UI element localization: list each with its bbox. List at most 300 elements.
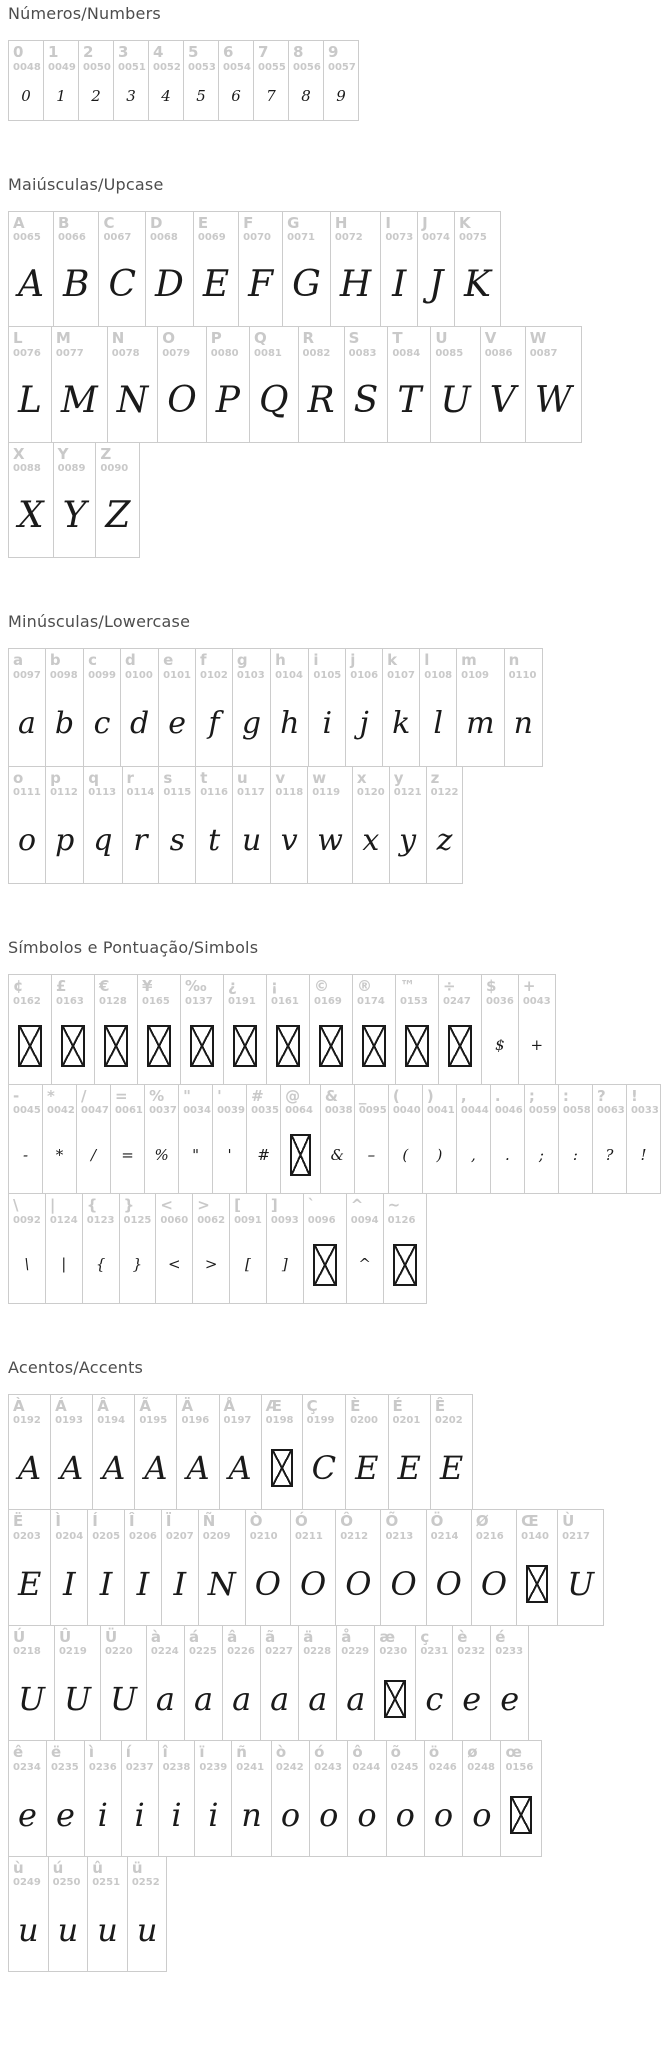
cell-header bbox=[194, 212, 238, 245]
glyph-area bbox=[179, 1117, 212, 1193]
glyph-area bbox=[145, 1117, 178, 1193]
glyph-area bbox=[420, 682, 456, 766]
glyph: A bbox=[186, 1449, 210, 1487]
glyph-cell bbox=[155, 1193, 193, 1304]
cell-unicode-code: 0174 bbox=[357, 995, 385, 1007]
notdef-glyph-box bbox=[510, 1796, 532, 1834]
cell-char-label: ¢ bbox=[13, 977, 24, 995]
glyph: I bbox=[136, 1564, 150, 1603]
glyph-cell bbox=[206, 326, 250, 443]
cell-unicode-code: 0082 bbox=[302, 347, 331, 359]
cell-unicode-code: 0140 bbox=[521, 1530, 549, 1542]
glyph-area bbox=[375, 1658, 415, 1740]
cell-unicode-code: 0220 bbox=[104, 1646, 133, 1657]
glyph: # bbox=[257, 1145, 270, 1164]
glyph-cell bbox=[231, 1740, 272, 1857]
glyph: ) bbox=[436, 1145, 443, 1164]
glyph: j bbox=[359, 705, 369, 741]
glyph-cell bbox=[417, 211, 455, 328]
glyph: L bbox=[18, 379, 42, 421]
cell-header bbox=[425, 1741, 462, 1774]
glyph-area bbox=[184, 74, 218, 120]
cell-unicode-code: 0093 bbox=[270, 1214, 299, 1226]
glyph-area bbox=[158, 360, 206, 442]
glyph-cell bbox=[430, 326, 480, 443]
cell-unicode-code: 0110 bbox=[508, 669, 537, 681]
glyph-cell bbox=[84, 1740, 122, 1857]
glyph: U bbox=[440, 379, 471, 421]
glyph-area bbox=[213, 1117, 246, 1193]
glyph-cell bbox=[260, 1625, 299, 1742]
cell-unicode-code: 0099 bbox=[88, 669, 116, 681]
glyph: E bbox=[439, 1449, 464, 1487]
cell-char-label: E bbox=[197, 213, 209, 232]
cell-char-label: Ú bbox=[13, 1627, 26, 1646]
glyph: U bbox=[63, 1680, 91, 1718]
cell-header bbox=[85, 1741, 121, 1774]
cell-unicode-code: 0242 bbox=[275, 1761, 304, 1773]
cell-char-label: $ bbox=[486, 977, 497, 995]
glyph-cell bbox=[8, 974, 52, 1085]
glyph-cell bbox=[222, 1625, 261, 1742]
cell-char-label: 2 bbox=[83, 43, 94, 61]
cell-unicode-code: 0057 bbox=[328, 61, 356, 73]
cell-unicode-code: 0244 bbox=[352, 1761, 381, 1773]
glyph-cell bbox=[380, 1509, 426, 1626]
cell-header bbox=[230, 1194, 266, 1227]
cell-unicode-code: 0229 bbox=[341, 1646, 370, 1657]
cell-unicode-code: 0217 bbox=[562, 1530, 590, 1542]
cell-header bbox=[79, 41, 113, 74]
glyph: c bbox=[93, 705, 111, 741]
glyph-cell bbox=[471, 1509, 517, 1626]
cell-unicode-code: 0118 bbox=[275, 787, 304, 798]
glyph-area bbox=[93, 1427, 134, 1509]
glyph-cell bbox=[249, 326, 299, 443]
glyph: e bbox=[55, 1795, 75, 1834]
cell-header bbox=[381, 1510, 425, 1543]
glyph: C bbox=[108, 264, 137, 305]
glyph-cell bbox=[8, 442, 54, 559]
glyph-area bbox=[291, 1543, 335, 1625]
cell-char-label: r bbox=[126, 768, 134, 787]
cell-char-label: œ bbox=[505, 1743, 522, 1761]
glyph: 8 bbox=[301, 87, 311, 105]
glyph-cell bbox=[43, 40, 79, 121]
glyph-cell bbox=[87, 1856, 128, 1973]
glyph-area bbox=[233, 682, 270, 766]
cell-header bbox=[162, 1510, 198, 1543]
cell-char-label: Á bbox=[55, 1396, 67, 1415]
cell-char-label: q bbox=[88, 768, 100, 787]
cell-header bbox=[177, 1395, 218, 1428]
cell-unicode-code: 0098 bbox=[49, 669, 78, 681]
glyph: e bbox=[500, 1680, 520, 1718]
cell-unicode-code: 0205 bbox=[92, 1530, 121, 1542]
cell-char-label: ( bbox=[392, 1086, 400, 1105]
cell-header bbox=[111, 1085, 144, 1118]
glyph-cell bbox=[438, 974, 482, 1085]
cell-header bbox=[52, 975, 94, 1008]
glyph-area bbox=[416, 1658, 452, 1740]
cell-header bbox=[303, 1395, 345, 1428]
glyph-cell bbox=[280, 1084, 321, 1195]
glyph-cell bbox=[51, 974, 95, 1085]
cell-char-label: 5 bbox=[188, 43, 199, 61]
glyph-cell bbox=[389, 766, 427, 885]
cell-char-label: a bbox=[13, 651, 24, 669]
glyph: O bbox=[480, 1564, 508, 1603]
cell-char-label: O bbox=[162, 329, 176, 347]
glyph-area bbox=[207, 360, 249, 442]
glyph-area bbox=[347, 1227, 383, 1303]
notdef-glyph-box bbox=[18, 1025, 42, 1067]
glyph: $ bbox=[495, 1036, 505, 1054]
glyph-area bbox=[519, 1008, 555, 1084]
cell-char-label: ã bbox=[265, 1627, 276, 1646]
glyph-area bbox=[128, 1889, 167, 1971]
cell-unicode-code: 0230 bbox=[379, 1646, 408, 1657]
cell-char-label: 0 bbox=[13, 43, 24, 61]
cell-char-label: ) bbox=[426, 1086, 434, 1105]
glyph: u bbox=[97, 1911, 118, 1949]
glyph: A bbox=[18, 1449, 42, 1487]
cell-header bbox=[84, 767, 121, 800]
glyph-cell bbox=[144, 1084, 179, 1195]
glyph-cell bbox=[456, 648, 504, 767]
glyph: o bbox=[319, 1795, 339, 1834]
glyph-cell bbox=[54, 1625, 101, 1742]
cell-header bbox=[156, 1194, 192, 1227]
glyph: J bbox=[428, 264, 444, 305]
cell-header bbox=[310, 1741, 347, 1774]
glyph-cell bbox=[223, 974, 267, 1085]
cell-header bbox=[388, 327, 430, 360]
glyph: a bbox=[308, 1680, 328, 1718]
glyph: ( bbox=[402, 1145, 409, 1164]
glyph-area bbox=[267, 1008, 309, 1084]
glyph-cell bbox=[518, 974, 556, 1085]
cell-unicode-code: 0226 bbox=[227, 1646, 255, 1657]
glyph-cell bbox=[122, 766, 160, 885]
glyph: n bbox=[513, 705, 533, 741]
cell-header bbox=[250, 327, 298, 360]
cell-header bbox=[223, 1626, 260, 1659]
glyph-cell bbox=[290, 1509, 336, 1626]
cell-char-label: % bbox=[149, 1086, 165, 1105]
cell-header bbox=[347, 1194, 383, 1227]
cell-unicode-code: 0200 bbox=[350, 1415, 378, 1426]
cell-unicode-code: 0249 bbox=[13, 1877, 41, 1888]
cell-char-label: 9 bbox=[328, 43, 339, 61]
glyph-area bbox=[96, 475, 139, 557]
cell-char-label: Ç bbox=[306, 1396, 318, 1415]
cell-char-label: Å bbox=[223, 1396, 236, 1415]
glyph-cell bbox=[193, 211, 239, 328]
cell-char-label: , bbox=[460, 1086, 467, 1105]
notdef-glyph-box bbox=[448, 1025, 472, 1067]
cell-header bbox=[88, 1857, 127, 1890]
cell-unicode-code: 0112 bbox=[50, 787, 78, 798]
glyph: a bbox=[346, 1680, 366, 1718]
cell-unicode-code: 0237 bbox=[125, 1761, 154, 1773]
glyph: a bbox=[270, 1680, 290, 1718]
cell-char-label: Ó bbox=[294, 1512, 308, 1530]
cell-header bbox=[283, 212, 330, 245]
cell-unicode-code: 0034 bbox=[183, 1105, 211, 1116]
cell-char-label: á bbox=[188, 1627, 200, 1646]
cell-char-label: l bbox=[424, 651, 430, 669]
cell-char-label: ® bbox=[357, 977, 372, 995]
cell-unicode-code: 0101 bbox=[163, 669, 192, 681]
glyph-cell bbox=[8, 648, 46, 767]
cell-char-label: u bbox=[237, 768, 248, 787]
cell-char-label: î bbox=[162, 1743, 168, 1761]
glyph-area bbox=[299, 360, 344, 442]
cell-header bbox=[185, 1626, 222, 1659]
cell-header bbox=[381, 212, 417, 245]
glyph: F bbox=[248, 264, 274, 305]
cell-char-label: R bbox=[302, 329, 315, 347]
glyph-cell bbox=[8, 1740, 47, 1857]
glyph-cell bbox=[229, 1193, 267, 1304]
glyph-area bbox=[123, 799, 159, 883]
cell-unicode-code: 0204 bbox=[55, 1530, 84, 1542]
cell-unicode-code: 0106 bbox=[350, 669, 379, 681]
cell-unicode-code: 0156 bbox=[505, 1761, 534, 1773]
section-lowercase bbox=[8, 612, 661, 884]
glyph-row bbox=[8, 1625, 661, 1742]
cell-char-label: í bbox=[125, 1743, 131, 1761]
glyph-area bbox=[455, 244, 500, 326]
glyph: A bbox=[144, 1449, 168, 1487]
cell-header bbox=[207, 327, 249, 360]
cell-header bbox=[125, 1510, 161, 1543]
glyph-cell bbox=[456, 1084, 491, 1195]
glyph-area bbox=[219, 74, 253, 120]
cell-char-label: ñ bbox=[236, 1743, 247, 1761]
cell-char-label: N bbox=[111, 329, 125, 347]
cell-unicode-code: 0128 bbox=[99, 995, 127, 1007]
cell-unicode-code: 0077 bbox=[55, 347, 84, 359]
glyph: W bbox=[534, 379, 572, 421]
glyph-area bbox=[52, 1008, 94, 1084]
glyph-cell bbox=[95, 442, 140, 559]
cell-char-label: ¡ bbox=[271, 977, 278, 995]
glyph: o bbox=[280, 1795, 301, 1834]
notdef-glyph-box bbox=[405, 1025, 429, 1067]
cell-char-label: " bbox=[183, 1086, 191, 1105]
glyph: X bbox=[18, 495, 44, 536]
cell-char-label: X bbox=[13, 444, 25, 463]
notdef-glyph-box bbox=[147, 1025, 171, 1067]
cell-char-label: | bbox=[49, 1196, 56, 1214]
cell-char-label: 3 bbox=[118, 43, 129, 61]
cell-char-label: Ò bbox=[249, 1512, 263, 1530]
cell-char-label: & bbox=[324, 1086, 338, 1105]
glyph-area bbox=[111, 1117, 144, 1193]
cell-header bbox=[336, 1510, 380, 1543]
cell-header bbox=[224, 975, 266, 1008]
glyph-cell bbox=[82, 1193, 120, 1304]
glyph-area bbox=[272, 1774, 309, 1856]
glyph-cell bbox=[504, 648, 543, 767]
glyph-area bbox=[381, 1543, 425, 1625]
glyph-cell bbox=[352, 766, 390, 885]
cell-header bbox=[439, 975, 481, 1008]
glyph-cell bbox=[107, 326, 159, 443]
glyph-area bbox=[337, 1658, 374, 1740]
notdef-glyph-box bbox=[290, 1134, 311, 1176]
cell-unicode-code: 0097 bbox=[13, 669, 41, 681]
glyph-area bbox=[427, 799, 463, 883]
glyph-area bbox=[482, 1008, 518, 1084]
glyph-cell bbox=[8, 1625, 55, 1742]
glyph-area bbox=[353, 799, 389, 883]
glyph-cell bbox=[309, 974, 353, 1085]
cell-unicode-code: 0197 bbox=[223, 1415, 252, 1426]
glyph-cell bbox=[271, 1740, 310, 1857]
cell-header bbox=[232, 1741, 271, 1774]
cell-unicode-code: 0069 bbox=[197, 232, 226, 243]
glyph-area bbox=[525, 1117, 558, 1193]
cell-header bbox=[455, 212, 500, 245]
glyph-area bbox=[77, 1117, 110, 1193]
cell-char-label: V bbox=[484, 329, 497, 347]
cell-unicode-code: 0061 bbox=[115, 1105, 143, 1116]
cell-unicode-code: 0225 bbox=[188, 1646, 217, 1657]
cell-header bbox=[239, 212, 282, 245]
glyph: O bbox=[254, 1564, 281, 1603]
cell-unicode-code: 0056 bbox=[293, 61, 321, 73]
cell-unicode-code: 0228 bbox=[303, 1646, 332, 1657]
glyph-cell bbox=[480, 326, 526, 443]
glyph-cell bbox=[50, 1509, 88, 1626]
glyph-area bbox=[346, 1427, 387, 1509]
cell-unicode-code: 0206 bbox=[129, 1530, 157, 1542]
cell-unicode-code: 0047 bbox=[81, 1105, 109, 1116]
glyph-cell bbox=[100, 1625, 147, 1742]
glyph-cell bbox=[245, 1509, 291, 1626]
glyph-cell bbox=[454, 211, 501, 328]
glyph-cell bbox=[8, 211, 54, 328]
glyph-cell bbox=[298, 326, 345, 443]
glyph-cell bbox=[253, 40, 289, 121]
glyph-cell bbox=[124, 1509, 162, 1626]
cell-header bbox=[9, 1741, 46, 1774]
glyph-cell bbox=[282, 211, 331, 328]
glyph-row bbox=[8, 1740, 661, 1857]
cell-header bbox=[261, 1626, 298, 1659]
cell-header bbox=[559, 1085, 592, 1118]
cell-header bbox=[96, 443, 139, 476]
glyph-cell bbox=[490, 1084, 525, 1195]
cell-char-label: D bbox=[150, 213, 163, 232]
glyph: h bbox=[280, 705, 300, 741]
cell-char-label: U bbox=[435, 329, 448, 347]
cell-char-label: ù bbox=[13, 1858, 24, 1877]
glyph: N bbox=[207, 1564, 236, 1603]
cell-char-label: ] bbox=[270, 1196, 278, 1214]
glyph-area bbox=[389, 1427, 430, 1509]
glyph-area bbox=[299, 1658, 336, 1740]
cell-char-label: ; bbox=[528, 1086, 535, 1105]
glyph-area bbox=[46, 682, 83, 766]
glyph: o bbox=[472, 1795, 492, 1834]
cell-header bbox=[247, 1085, 280, 1118]
glyph-cell bbox=[481, 974, 519, 1085]
glyph: : bbox=[572, 1145, 578, 1164]
glyph-cell bbox=[490, 1625, 529, 1742]
cell-header bbox=[122, 1741, 158, 1774]
cell-header bbox=[159, 649, 195, 682]
glyph-row bbox=[8, 326, 661, 443]
glyph-cell bbox=[8, 326, 52, 443]
glyph-area bbox=[177, 1427, 218, 1509]
cell-header bbox=[389, 1395, 430, 1428]
cell-header bbox=[431, 327, 479, 360]
glyph-area bbox=[99, 244, 145, 326]
cell-unicode-code: 0063 bbox=[596, 1105, 625, 1116]
cell-unicode-code: 0114 bbox=[126, 787, 155, 798]
cell-char-label: ø bbox=[467, 1743, 478, 1761]
glyph-cell bbox=[388, 1394, 431, 1511]
cell-unicode-code: 0245 bbox=[390, 1761, 419, 1773]
glyph-cell bbox=[525, 326, 582, 443]
cell-unicode-code: 0085 bbox=[435, 347, 464, 359]
cell-unicode-code: 0090 bbox=[100, 463, 129, 474]
cell-char-label: t bbox=[200, 768, 208, 787]
glyph-area bbox=[505, 682, 542, 766]
glyph-cell bbox=[374, 1625, 416, 1742]
cell-char-label: Y bbox=[57, 444, 69, 463]
cell-char-label: L bbox=[13, 329, 23, 347]
glyph: Y bbox=[62, 495, 87, 536]
cell-header bbox=[627, 1085, 660, 1118]
character-map bbox=[8, 4, 661, 1972]
glyph: " bbox=[192, 1145, 200, 1164]
notdef-glyph-box bbox=[319, 1025, 343, 1067]
glyph-area bbox=[453, 1658, 490, 1740]
glyph-area bbox=[559, 1117, 592, 1193]
cell-char-label: < bbox=[160, 1196, 173, 1214]
glyph-cell bbox=[198, 1509, 246, 1626]
cell-header bbox=[353, 975, 395, 1008]
glyph: E bbox=[397, 1449, 421, 1487]
cell-header bbox=[383, 649, 419, 682]
cell-char-label: ì bbox=[88, 1743, 95, 1761]
cell-unicode-code: 0083 bbox=[348, 347, 377, 359]
cell-char-label: Í bbox=[92, 1512, 98, 1530]
cell-char-label: À bbox=[13, 1396, 25, 1415]
glyph-cell bbox=[146, 1625, 185, 1742]
cell-char-label: Û bbox=[58, 1627, 72, 1646]
cell-header bbox=[309, 649, 345, 682]
cell-header bbox=[145, 1085, 178, 1118]
glyph-area bbox=[9, 244, 53, 326]
cell-header bbox=[181, 975, 223, 1008]
glyph-cell bbox=[119, 1193, 157, 1304]
glyph: z bbox=[436, 823, 453, 858]
glyph-area bbox=[199, 1543, 245, 1625]
glyph-cell bbox=[309, 1740, 348, 1857]
glyph: U bbox=[109, 1680, 137, 1718]
glyph-area bbox=[114, 74, 148, 120]
cell-char-label: ~ bbox=[387, 1196, 401, 1214]
cell-unicode-code: 0043 bbox=[522, 995, 551, 1007]
glyph: 9 bbox=[336, 87, 346, 105]
glyph-cell bbox=[232, 766, 271, 885]
